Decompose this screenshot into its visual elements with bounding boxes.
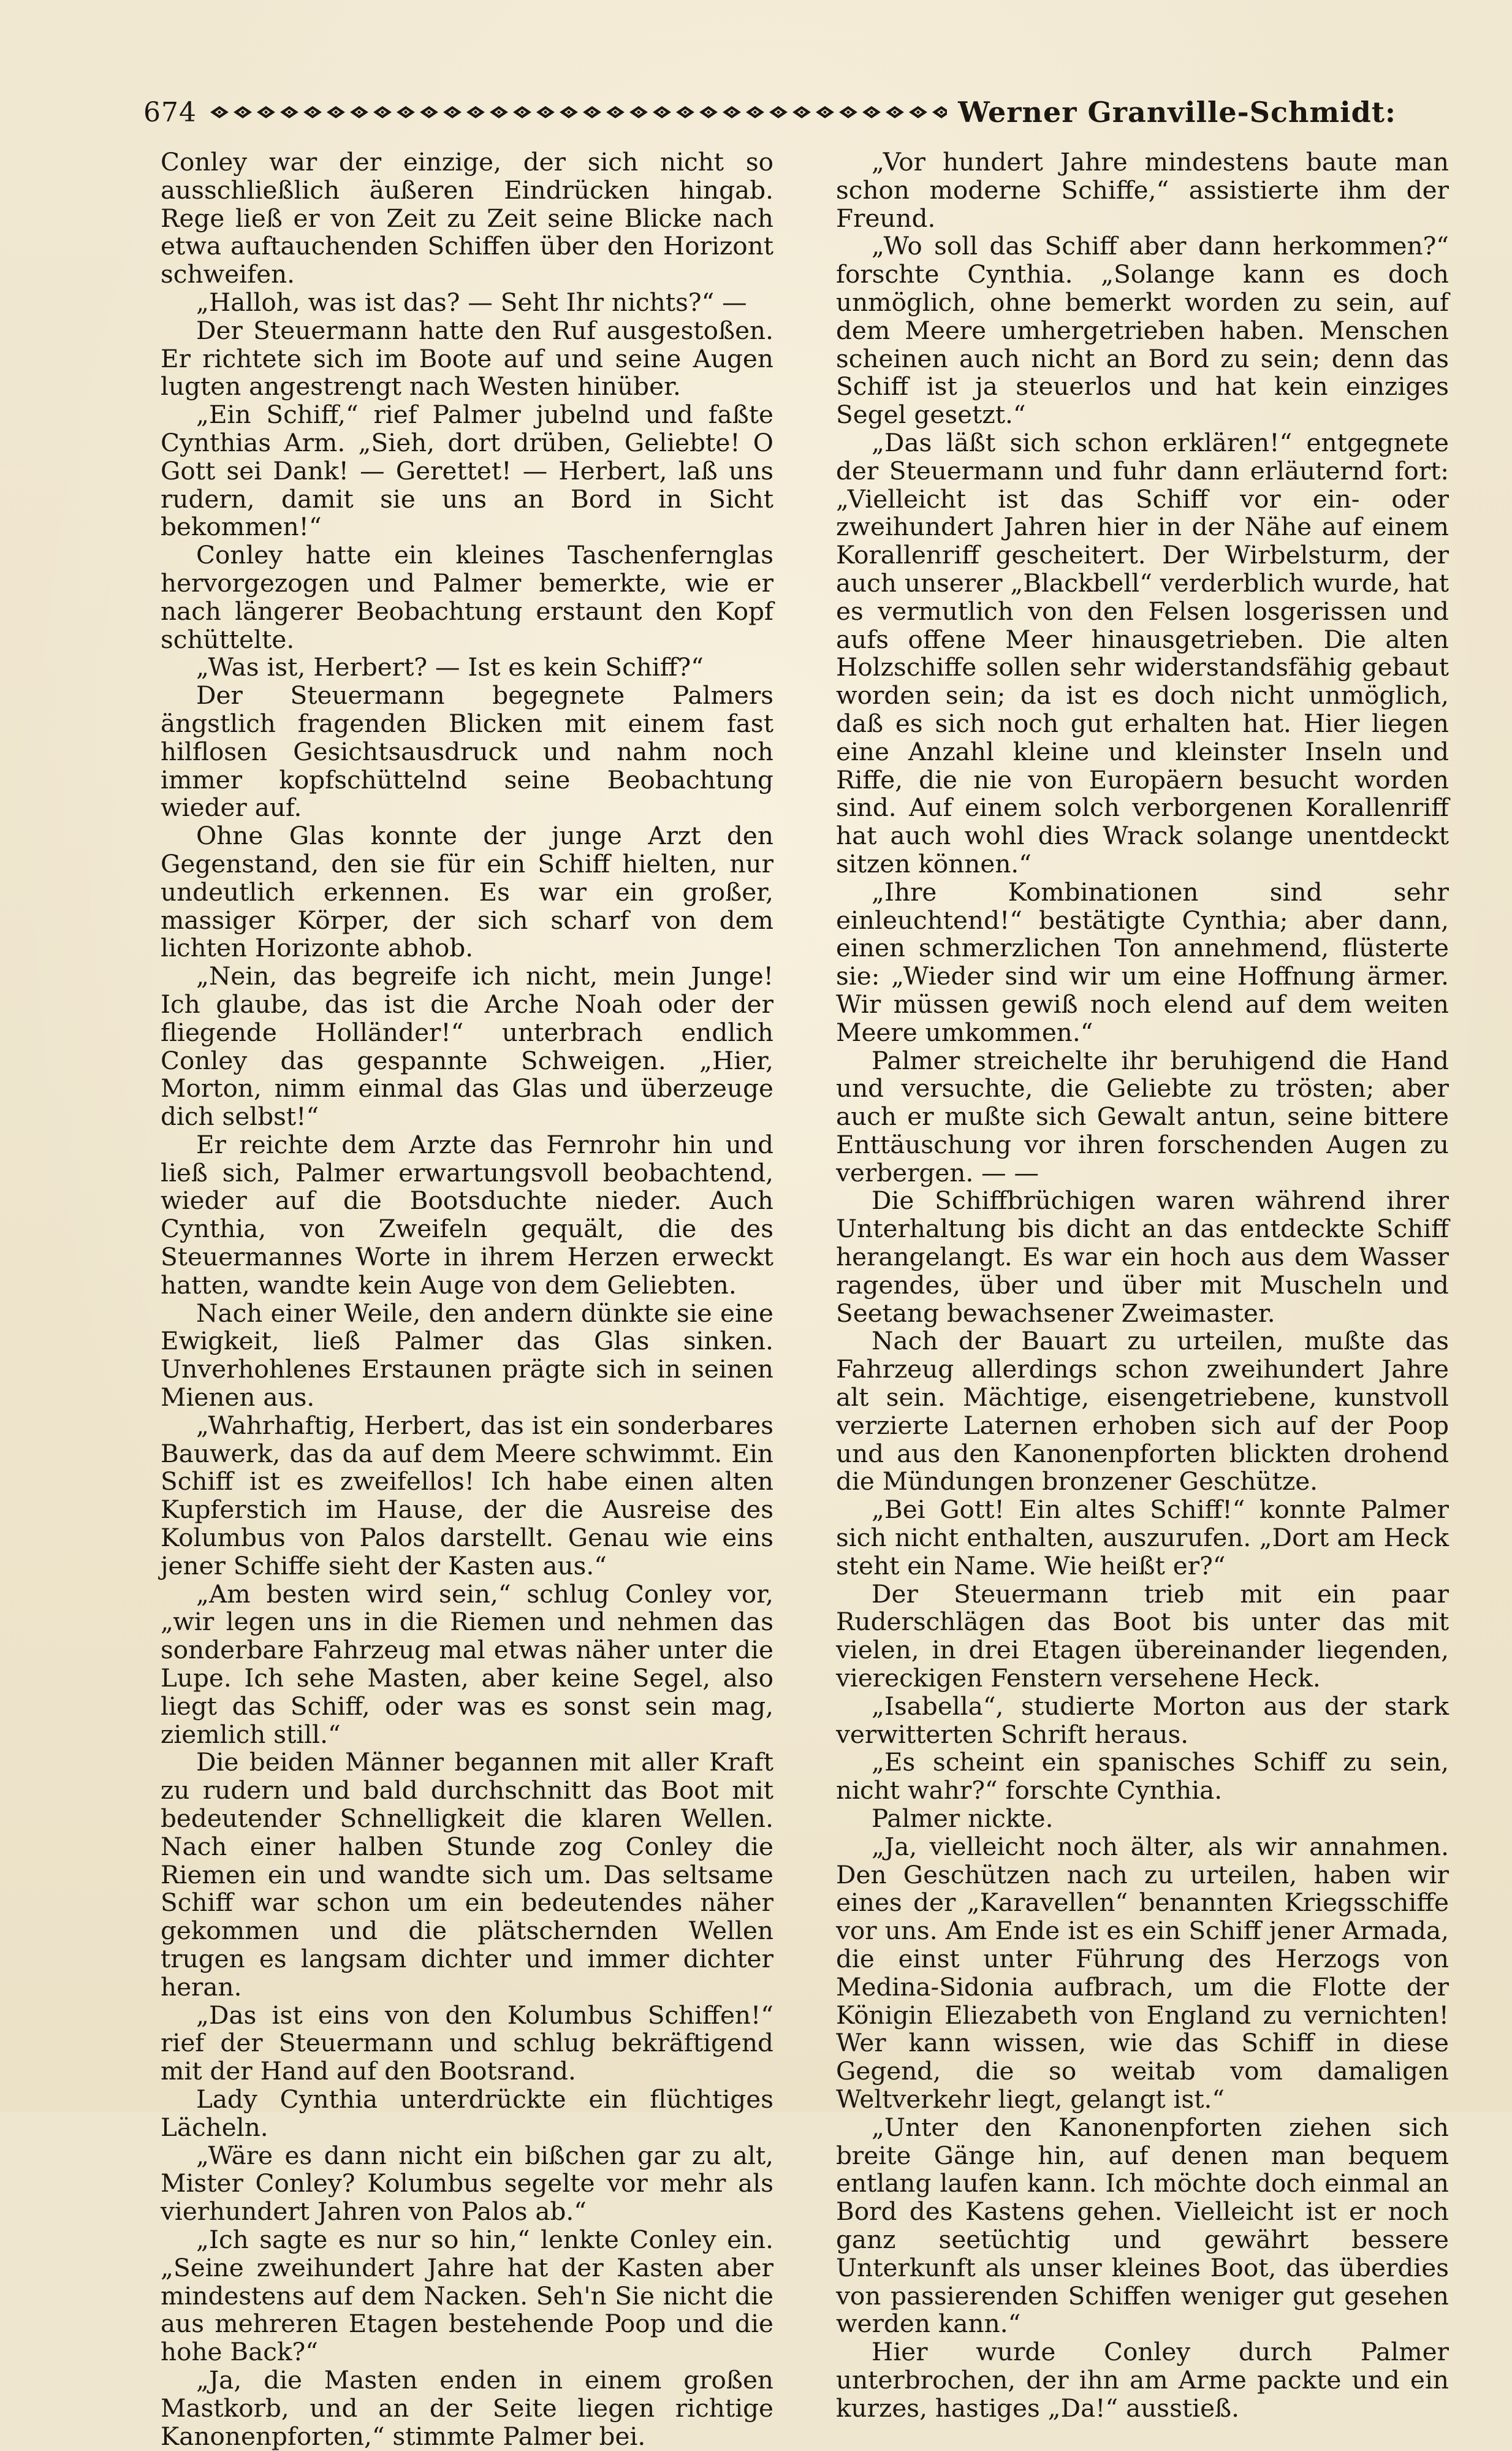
paragraph: Hier wurde Conley durch Palmer unterbrochen, der ihn am Arme packte und ein kurzes, hastiges „Da!“ ausstieß. [836,2337,1449,2423]
paragraph: „Ihre Kombinationen sind sehr einleuchtend!“ bestätigte Cynthia; aber dann, einen schmerzlichen Ton annehmend, flüsterte sie: „Wieder sind wir um eine Hoffnung ärmer. Wir müssen gewiß noch elend auf dem weiten Meere umkommen.“ [836,877,1449,1047]
paragraph: Die Schiffbrüchigen waren während ihrer Unterhaltung bis dicht an das entdeckte Schiff herangelangt. Es war ein hoch aus dem Wasser ragendes, über und über mit Muscheln und Seetang bewachsener Zweimaster. [836,1186,1449,1328]
paragraph: „Es scheint ein spanisches Schiff zu sein, nicht wahr?“ forschte Cynthia. [836,1747,1449,1805]
paragraph: „Das läßt sich schon erklären!“ entgegnete der Steuermann und fuhr dann erläuternd fort: „Vielleicht ist das Schiff vor ein- oder zweihundert Jahren hier in der Nähe auf einem Korallenriff gescheitert. Der Wirbelsturm, der auch unserer „Blackbell“ verderblich wurde, hat es vermutlich von den Felsen losgerissen und aufs offene Meer hinausgetrieben. Die alten Holzschiffe sollen sehr widerstandsfähig gebaut worden sein; da ist es doch nicht unmöglich, daß es sich noch gut erhalten hat. Hier liegen eine Anzahl kleine und kleinster Inseln und Riffe, die nie von Europäern besucht worden sind. Auf einem solch verborgenen Korallenriff hat auch wohl dies Wrack solange unentdeckt sitzen können.“ [836,427,1449,879]
paragraph: Palmer streichelte ihr beruhigend die Hand und versuchte, die Geliebte zu trösten; aber auch er mußte sich Gewalt antun, seine bittere Enttäuschung vor ihren forschenden Augen zu verbergen. — — [836,1045,1449,1187]
paragraph: Lady Cynthia unterdrückte ein flüchtiges Lächeln. [161,2084,773,2142]
running-title: Werner Granville-Schmidt: [958,96,1396,129]
paragraph: Conley war der einzige, der sich nicht so ausschließlich äußeren Eindrücken hingab. Rege ließ er von Zeit zu Zeit seine Blicke nach etwa auftauchenden Schiffen über den Horizont schweifen. [161,147,773,289]
paragraph: „Was ist, Herbert? — Ist es kein Schiff?“ [196,652,704,682]
paragraph: Nach einer Weile, den andern dünkte sie eine Ewigkeit, ließ Palmer das Glas sinken. Unverhohlenes Erstaunen prägte sich in seinen Mienen aus. [161,1298,773,1412]
paragraph: „Halloh, was ist das? — Seht Ihr nichts?“ — [196,287,747,317]
ornament-border [208,103,947,121]
paragraph: „Am besten wird sein,“ schlug Conley vor, „wir legen uns in die Riemen und nehmen das sonderbare Fahrzeug mal etwas näher unter die Lupe. Ich sehe Masten, aber keine Segel, also liegt das Schiff, oder was es sonst sein mag, ziemlich still.“ [161,1579,773,1749]
running-header [143,91,1396,134]
paragraph: Nach der Bauart zu urteilen, mußte das Fahrzeug allerdings schon zweihundert Jahre alt sein. Mächtige, eisengetriebene, kunstvoll verzierte Laternen erhoben sich auf der Poop und aus den Kanonenpforten blickten drohend die Mündungen bronzener Geschütze. [836,1326,1449,1496]
paragraph: „Isabella“, studierte Morton aus der stark verwitterten Schrift heraus. [836,1691,1449,1749]
paragraph: „Ja, vielleicht noch älter, als wir annahmen. Den Geschützen nach zu urteilen, haben wir eines der „Karavellen“ benannten Kriegsschiffe vor uns. Am Ende ist es ein Schiff jener Armada, die einst unter Führung des Herzogs von Medina-Sidonia aufbrach, um die Flotte der Königin Eliezabeth von England zu vernichten! Wer kann wissen, wie das Schiff in diese Gegend, die so weitab vom damaligen Weltverkehr liegt, gelangt ist.“ [836,1831,1449,2114]
paragraph: Er reichte dem Arzte das Fernrohr hin und ließ sich, Palmer erwartungsvoll beobachtend, wieder auf die Bootsduchte nieder. Auch Cynthia, von Zweifeln gequält, die des Steuermannes Worte in ihrem Herzen erweckt hatten, wandte kein Auge von dem Geliebten. [161,1129,773,1300]
paragraph: „Nein, das begreife ich nicht, mein Junge! Ich glaube, das ist die Arche Noah oder der fliegende Holländer!“ unterbrach endlich Conley das gespannte Schweigen. „Hier, Morton, nimm einmal das Glas und überzeuge dich selbst!“ [161,961,773,1132]
ornament-rule [208,103,947,121]
paragraph: „Ein Schiff,“ rief Palmer jubelnd und faßte Cynthias Arm. „Sieh, dort drüben, Geliebte! O Gott sei Dank! — Gerettet! — Herbert, laß uns rudern, damit sie uns an Bord in Sicht bekommen!“ [161,400,773,542]
paragraph: Die beiden Männer begannen mit aller Kraft zu rudern und bald durchschnitt das Boot mit bedeutender Schnelligkeit die klaren Wellen. Nach einer halben Stunde zog Conley die Riemen ein und wandte sich um. Das seltsame Schiff war schon um ein bedeutendes näher gekommen und die plätschernden Wellen trugen es langsam dichter und immer dichter heran. [161,1747,773,2002]
paragraph: „Wahrhaftig, Herbert, das ist ein sonderbares Bauwerk, das da auf dem Meere schwimmt. Ein Schiff ist es zweifellos! Ich habe einen alten Kupferstich im Hause, der die Ausreise des Kolumbus von Palos darstellt. Genau wie eins jener Schiffe sieht der Kasten aus.“ [161,1410,773,1580]
paragraph: „Bei Gott! Ein altes Schiff!“ konnte Palmer sich nicht enthalten, auszurufen. „Dort am Heck steht ein Name. Wie heißt er?“ [836,1495,1449,1580]
paragraph: Der Steuermann hatte den Ruf ausgestoßen. Er richtete sich im Boote auf und seine Augen lugten angestrengt nach Westen hinüber. [161,315,773,402]
paragraph: „Ich sagte es nur so hin,“ lenkte Conley ein. „Seine zweihundert Jahre hat der Kasten aber mindestens auf dem Nacken. Seh'n Sie nicht die aus mehreren Etagen bestehende Poop und die hohe Back?“ [161,2224,773,2367]
paragraph: Palmer nickte. [872,1804,1054,1834]
paragraph: „Ja, die Masten enden in einem großen Mastkorb, und an der Seite liegen richtige Kanonenpforten,“ stimmte Palmer bei. [161,2365,773,2451]
page-number: 674 [143,96,197,128]
paragraph: Der Steuermann trieb mit ein paar Ruderschlägen das Boot bis unter das mit vielen, in drei Etagen übereinander liegenden, viereckigen Fenstern versehene Heck. [836,1579,1449,1693]
paragraph: „Wo soll das Schiff aber dann herkommen?“ forschte Cynthia. „Solange kann es doch unmöglich, ohne bemerkt worden zu sein, auf dem Meere umhergetrieben haben. Menschen scheinen auch nicht an Bord zu sein; denn das Schiff ist ja steuerlos und hat kein einziges Segel gesetzt.“ [836,231,1449,430]
paragraph: Der Steuermann begegnete Palmers ängstlich fragenden Blicken mit einem fast hilflosen Gesichtsausdruck und nahm noch immer kopfschüttelnd seine Beobachtung wieder auf. [161,680,773,823]
paragraph: „Das ist eins von den Kolumbus Schiffen!“ rief der Steuermann und schlug bekräftigend mit der Hand auf den Bootsrand. [161,2000,773,2086]
text-column-right [836,148,1449,2423]
paragraph: Conley hatte ein kleines Taschenfernglas hervorgezogen und Palmer bemerkte, wie er nach längerer Beobachtung erstaunt den Kopf schüttelte. [161,540,773,654]
paragraph: Ohne Glas konnte der junge Arzt den Gegenstand, den sie für ein Schiff hielten, nur undeutlich erkennen. Es war ein großer, massiger Körper, der sich scharf von dem lichten Horizonte abhob. [161,821,773,963]
paragraph: „Wäre es dann nicht ein bißchen gar zu alt, Mister Conley? Kolumbus segelte vor mehr als vierhundert Jahren von Palos ab.“ [161,2140,773,2227]
text-column-left [161,148,773,2450]
paragraph: „Vor hundert Jahre mindestens baute man schon moderne Schiffe,“ assistierte ihm der Freund. [836,147,1449,233]
paragraph: „Unter den Kanonenpforten ziehen sich breite Gänge hin, auf denen man bequem entlang laufen kann. Ich möchte doch einmal an Bord des Kastens gehen. Vielleicht ist er noch ganz seetüchtig und gewährt bessere Unterkunft als unser kleines Boot, das überdies von passierenden Schiffen weniger gut gesehen werden kann.“ [836,2112,1449,2339]
